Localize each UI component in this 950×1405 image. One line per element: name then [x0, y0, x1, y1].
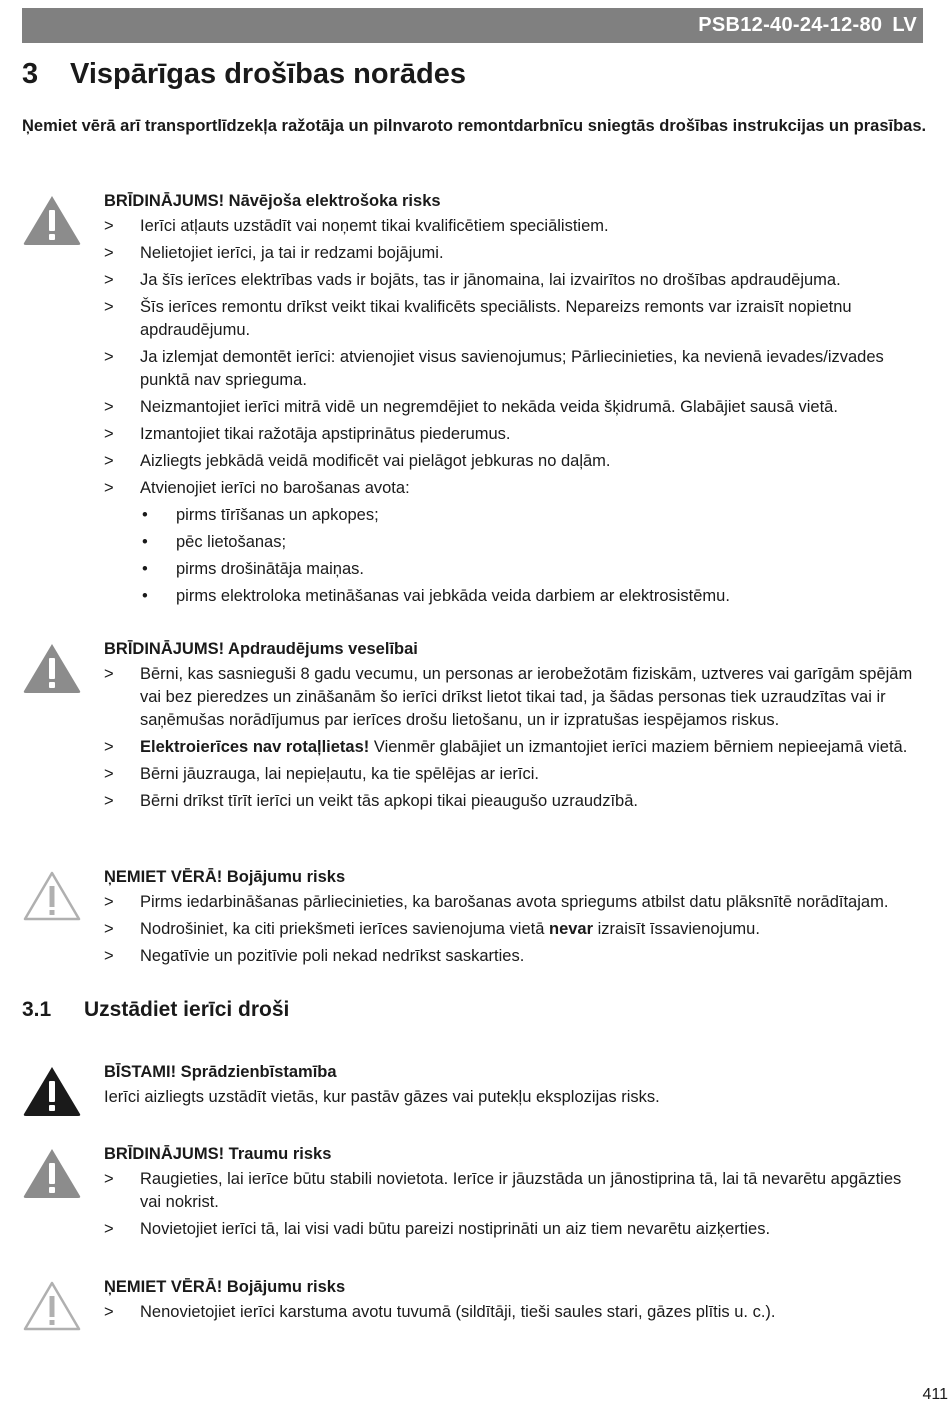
notice-title: ŅEMIET VĒRĀ! Bojājumu risks — [104, 1278, 346, 1296]
bullet-marker: • — [142, 560, 148, 578]
list-item: > Izmantojiet tikai ražotāja apstiprinātus piederumus. — [104, 423, 922, 446]
list-item: > Negatīvie un pozitīvie poli nekad nedrīkst saskarties. — [104, 945, 922, 968]
danger-icon — [22, 1065, 82, 1117]
notice-explosion — [22, 1061, 922, 1108]
arrow-marker: > — [104, 738, 114, 756]
toys-warning-bold: Elektroierīces nav rotaļlietas! — [140, 738, 370, 756]
notice-health-hazard — [22, 638, 922, 817]
chapter-title — [22, 58, 466, 91]
chapter-number: 3 — [22, 58, 39, 90]
list-item: > Novietojiet ierīci tā, lai visi vadi būtu pareizi nostiprināti un aiz tiem nevarētu aizķerties. — [104, 1218, 922, 1241]
notice-list — [104, 1301, 922, 1324]
list-item: > Ja izlemjat demontēt ierīci: atvienojiet visus savienojumus; Pārliecinieties, ka nevienā ievades/izvades punktā nav sprieguma. — [104, 348, 884, 389]
list-item: > Atvienojiet ierīci no barošanas avota: • pirms tīrīšanas un apkopes; • pēc lietošanas; • pirms drošinātāja maiņas. • pirms elektroloka metināšanas vai jebkāda veida darbiem ar elektrosistēmu. — [104, 477, 922, 608]
arrow-marker: > — [104, 244, 114, 262]
bullet-marker: • — [142, 506, 148, 524]
list-item: > Nodrošiniet, ka citi priekšmeti ierīces savienojuma vietā nevar izraisīt īssavienojumu. — [104, 918, 922, 941]
notice-list — [104, 215, 922, 608]
list-item: > Bērni drīkst tīrīt ierīci un veikt tās apkopi tikai pieaugušo uzraudzībā. — [104, 790, 922, 813]
arrow-marker: > — [104, 425, 114, 443]
notice-text: Ierīci aizliegts uzstādīt vietās, kur pastāv gāzes vai putekļu eksplozijas risks. — [104, 1088, 660, 1106]
arrow-marker: > — [104, 792, 114, 810]
arrow-marker: > — [104, 665, 114, 683]
list-item: > Pirms iedarbināšanas pārliecinieties, ka barošanas avota spriegums atbilst datu plāksnītē norādītajam. — [104, 891, 922, 914]
arrow-marker: > — [104, 398, 114, 416]
sub-list-item: • pirms tīrīšanas un apkopes; — [140, 504, 922, 527]
arrow-marker: > — [104, 765, 114, 783]
notice-list — [104, 663, 922, 813]
list-item: > Nenovietojiet ierīci karstuma avotu tuvumā (sildītāji, tieši saules stari, gāzes plītis u. c.). — [104, 1301, 922, 1324]
warning-icon — [22, 1147, 82, 1199]
arrow-marker: > — [104, 217, 114, 235]
list-item: > Elektroierīces nav rotaļlietas! Vienmēr glabājiet un izmantojiet ierīci maziem bērniem nepieejamā vietā. — [104, 736, 922, 759]
arrow-marker: > — [104, 920, 114, 938]
notice-title: BRĪDINĀJUMS! Nāvējoša elektrošoka risks — [104, 192, 441, 210]
sub-list-item: • pēc lietošanas; — [140, 531, 922, 554]
arrow-marker: > — [104, 1170, 114, 1188]
notice-list — [104, 1168, 922, 1241]
sub-list — [140, 504, 922, 608]
list-item: > Šīs ierīces remontu drīkst veikt tikai kvalificēts speciālists. Nepareizs remonts var izraisīt nopietnu apdraudējumu. — [104, 298, 852, 339]
warning-icon — [22, 194, 82, 246]
section-title — [22, 998, 289, 1022]
bullet-marker: • — [142, 533, 148, 551]
notice-title: BĪSTAMI! Sprādzienbīstamība — [104, 1063, 337, 1081]
list-item: > Nelietojiet ierīci, ja tai ir redzami bojājumi. — [104, 242, 922, 265]
notice-damage-risk — [22, 866, 922, 972]
list-item: > Bērni, kas sasnieguši 8 gadu vecumu, un personas ar ierobežotām fiziskām, uztveres vai garīgām spējām vai bez pieredzes un zināšanām šo ierīci drīkst lietot tikai tad, ja šādas personas tiek uzraudzītas vai ir saņēmušas norādījumus par ierīces drošu lietošanu, un ir izpratušas iespējamos riskus. — [104, 665, 913, 729]
arrow-marker: > — [104, 893, 114, 911]
list-item: > Raugieties, lai ierīce būtu stabili novietota. Ierīce ir jāuzstāda un jānostiprina tā, lai tā nevarētu apgāzties vai nokrist. — [104, 1170, 902, 1211]
sub-list-item: • pirms drošinātāja maiņas. — [140, 558, 922, 581]
list-item: > Neizmantojiet ierīci mitrā vidē un negremdējiet to nekāda veida šķidrumā. Glabājiet sausā vietā. — [104, 396, 922, 419]
intro-text: Ņemiet vērā arī transportlīdzekļa ražotāja un pilnvaroto remontdarbnīcu sniegtās drošības instrukcijas un prasības. — [22, 117, 927, 135]
arrow-marker: > — [104, 348, 114, 366]
sub-list-item: • pirms elektroloka metināšanas vai jebkāda veida darbiem ar elektrosistēmu. — [140, 585, 922, 608]
notice-injury-risk — [22, 1143, 922, 1245]
notice-list — [104, 891, 922, 968]
section-title-text: Uzstādiet ierīci droši — [84, 998, 290, 1021]
section-number: 3.1 — [22, 998, 52, 1021]
notice-title: ŅEMIET VĒRĀ! Bojājumu risks — [104, 868, 346, 886]
notice-heat-damage — [22, 1276, 922, 1328]
notice-electric-shock — [22, 190, 922, 612]
list-item: > Aizliegts jebkādā veidā modificēt vai pielāgot jebkuras no daļām. — [104, 450, 922, 473]
language-code: LV — [892, 14, 917, 36]
document-code: PSB12-40-24-12-80 — [698, 14, 883, 36]
notice-title: BRĪDINĀJUMS! Apdraudējums veselībai — [104, 640, 418, 658]
arrow-marker: > — [104, 479, 114, 497]
arrow-marker: > — [104, 1303, 114, 1321]
chapter-title-text: Vispārīgas drošības norādes — [70, 58, 466, 90]
caution-icon — [22, 870, 82, 922]
page-number: 411 — [922, 1386, 948, 1403]
arrow-marker: > — [104, 452, 114, 470]
arrow-marker: > — [104, 947, 114, 965]
list-item: > Ja šīs ierīces elektrības vads ir bojāts, tas ir jānomaina, lai izvairītos no drošības apdraudējuma. — [104, 269, 922, 292]
warning-icon — [22, 642, 82, 694]
caution-icon — [22, 1280, 82, 1332]
arrow-marker: > — [104, 298, 114, 316]
bullet-marker: • — [142, 587, 148, 605]
arrow-marker: > — [104, 271, 114, 289]
list-item: > Ierīci atļauts uzstādīt vai noņemt tikai kvalificētiem speciālistiem. — [104, 215, 922, 238]
arrow-marker: > — [104, 1220, 114, 1238]
header-bar — [22, 8, 923, 43]
list-item: > Bērni jāuzrauga, lai nepieļautu, ka tie spēlējas ar ierīci. — [104, 763, 922, 786]
notice-title: BRĪDINĀJUMS! Traumu risks — [104, 1145, 332, 1163]
